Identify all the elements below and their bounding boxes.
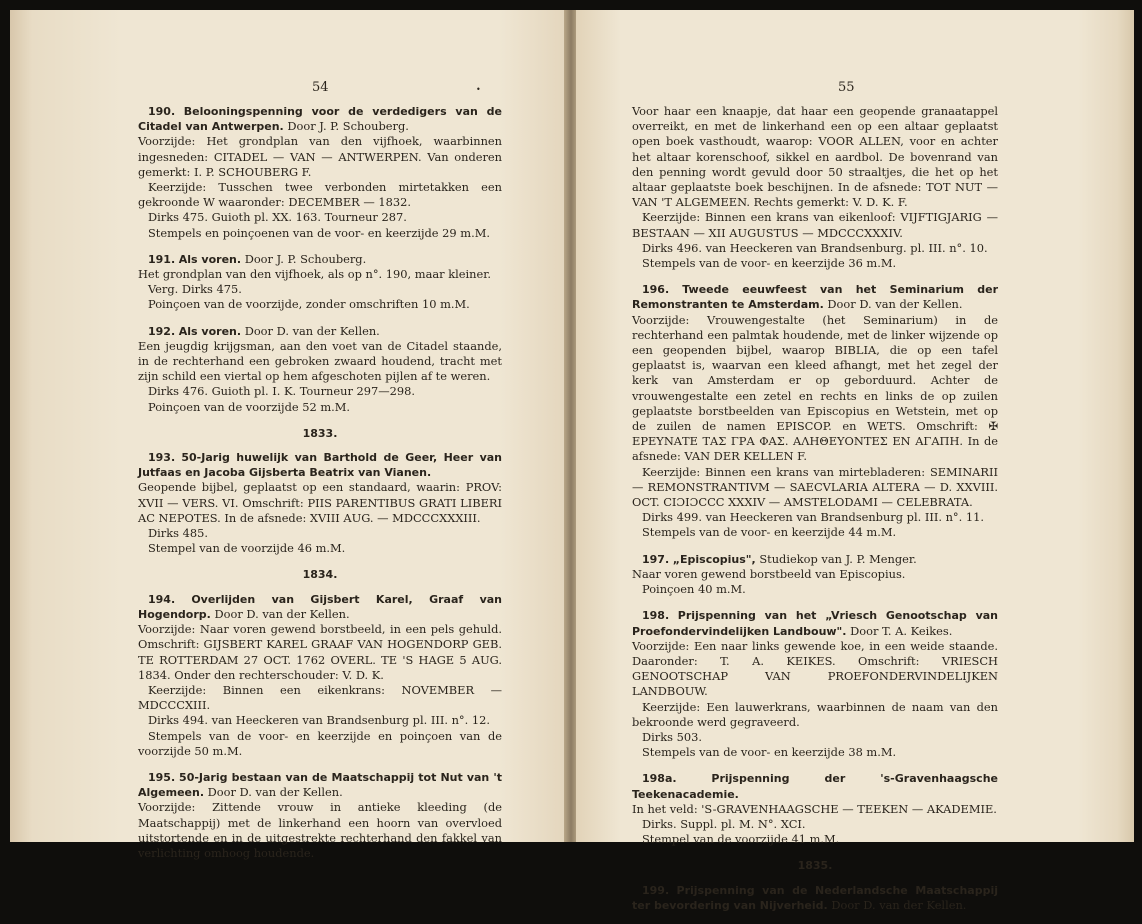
catalogue-entry — [138, 104, 502, 241]
entry-number: 197. — [642, 552, 670, 566]
entry-line: Geopende bijbel, geplaatst op een standaard, waarin: PROV: XVII — VERS. VI. Omschrift: PIIS PARENTIBUS GRATI LIBERI AC NEPOTES. In de afsnede: XVIII AUG. — MDCCCXXXIII. — [138, 480, 502, 525]
page-number-right: 55 — [838, 80, 855, 95]
entry-number: 190. — [148, 105, 176, 118]
entry-line: Stempel van de voorzijde 46 m.M. — [148, 541, 346, 556]
year-heading: 1833. — [302, 426, 338, 440]
entry-title: Prijspenning van het „Vriesch Genootschap van Proefondervindelijken Landbouw". — [632, 609, 999, 638]
entry-line: Keerzijde: Binnen een eikenkrans: NOVEMBER — MDCCCXIII. — [138, 682, 502, 713]
entry-line: Naar voren gewend borstbeeld van Episcopius. — [632, 566, 906, 581]
entry-line: Poinçoen 40 m.M. — [642, 582, 746, 597]
entry-line: Dirks. Suppl. pl. M. N°. XCI. — [642, 816, 806, 831]
entry-line: Stempels en poinçoenen van de voor- en keerzijde 29 m.M. — [148, 225, 490, 240]
entry-line: Stempels van de voor- en keerzijde 44 m.M. — [642, 525, 897, 540]
entry-heading — [632, 771, 998, 817]
entry-number: 199. — [642, 883, 670, 897]
entry-line: Voorzijde: Het grondplan van den vijfhoek, waarbinnen ingesneden: CITADEL — VAN — ANTWERPEN. Van onderen gemerkt: I. P. SCHOUBERG F. — [138, 134, 502, 179]
entry-author: Door D. van der Kellen. — [827, 297, 963, 312]
catalogue-entry — [632, 608, 998, 760]
entry-number: 194. — [148, 592, 176, 606]
entry-title: Als voren. — [178, 252, 242, 266]
catalogue-entry — [138, 450, 502, 556]
catalogue-entry — [138, 592, 502, 759]
entry-line: Poinçoen van de voorzijde 52 m.M. — [148, 399, 351, 414]
entry-author: Door D. van der Kellen. — [244, 323, 380, 338]
entry-heading — [138, 324, 502, 385]
entry-line: Voorzijde: Een naar links gewende koe, in een weide staande. Daaronder: T. A. KEIKES. Omschrift: VRIESCH GENOOTSCHAP VAN PROEFONDERVINDELIJKEN LANDBOUW. — [632, 638, 998, 699]
entry-title: 50-Jarig bestaan van de Maatschappij tot Nut van 't Algemeen. — [138, 770, 502, 800]
entry-author: Door J. P. Schouberg. — [287, 119, 409, 134]
entry-line: Keerzijde: Binnen een krans van mirtebladeren: SEMINARII — REMONSTRANTIVM — SAECVLARIA ALTERA — D. XXVIII. OCT. CIƆIƆCCC XXXIV — AMSTELODAMI — CELEBRATA. — [632, 464, 998, 510]
entry-author: Studiekop van J. P. Menger. — [759, 551, 917, 566]
entry-title: Tweede eeuwfeest van het Seminarium der Remonstranten te Amsterdam. — [632, 283, 998, 312]
entry-line: Stempels van de voor- en keerzijde en poinçoen van de voorzijde 50 m.M. — [138, 728, 502, 758]
entry-line: Keerzijde: Tusschen twee verbonden mirtetakken een gekroonde W waaronder: DECEMBER — 1832. — [138, 180, 502, 210]
entry-line: Dirks 503. — [642, 729, 702, 744]
entry-author: Door J. P. Schouberg. — [244, 251, 367, 266]
entry-line: Stempel van de voorzijde 41 m.M. — [642, 832, 840, 847]
entry-line: Dirks 475. Guioth pl. XX. 163. Tourneur 287. — [148, 210, 407, 225]
entry-line: Keerzijde: Een lauwerkrans, waarbinnen de naam van den bekroonde werd gegraveerd. — [632, 699, 998, 729]
entry-line: Dirks 496. van Heeckeren van Brandsenburg. pl. III. n°. 10. — [642, 240, 988, 255]
catalogue-entry — [138, 770, 502, 861]
catalogue-entry — [632, 282, 998, 540]
entry-line: Het grondplan van den vijfhoek, als op n°. 190, maar kleiner. — [138, 267, 492, 282]
entry-line: Poinçoen van de voorzijde, zonder omschriften 10 m.M. — [148, 297, 470, 312]
entry-title: Prijspenning van de Nederlandsche Maatschappij ter bevordering van Nijverheid. — [632, 883, 998, 912]
entry-line: Verg. Dirks 475. — [148, 282, 242, 297]
entry-title: Belooningspenning voor de verdedigers van de Citadel van Antwerpen. — [138, 105, 502, 134]
catalogue-entry — [632, 883, 998, 913]
right-page — [576, 10, 1134, 912]
entry-line: Dirks 485. — [148, 526, 208, 541]
catalogue-entry — [632, 104, 998, 271]
entry-title: 50-Jarig huwelijk van Barthold de Geer, Heer van Jutfaas en Jacoba Gijsberta Beatrix van Vianen. — [138, 451, 502, 480]
entry-line: Voor haar een knaapje, dat haar een geopende granaatappel overreikt, en met de linkerhand een op een altaar geplaatst open boek vasthoudt, waarop: VOOR ALLEN, voor en achter het altaar korenschoof, sikkel en aardbol. De bovenrand van den penning wordt gevuld door 50 straaltjes, die het op het altaar geplaatste boek beschijnen. In de afsnede: TOT NUT — VAN 'T ALGEMEEN. Rechts gemerkt: V. D. K. F. — [632, 104, 998, 210]
entry-heading — [632, 883, 998, 913]
entry-line: Voorzijde: Naar voren gewend borstbeeld, in een pels gehuld. Omschrift: GIJSBERT KAREL GRAAF VAN HOGENDORP GEB. TE ROTTERDAM 27 OCT. 1762 OVERL. TE 'S HAGE 5 AUG. 1834. Onder den rechterschouder: V. D. K. — [138, 622, 502, 682]
book-spread — [10, 10, 1134, 912]
entry-author: Door D. van der Kellen. — [214, 606, 350, 621]
entry-title: Overlijden van Gijsbert Karel, Graaf van Hogendorp. — [138, 592, 502, 621]
ink-speck: • — [476, 85, 481, 94]
catalogue-entry — [632, 771, 998, 847]
catalogue-entry — [138, 324, 502, 415]
entry-line: Stempels van de voor- en keerzijde 36 m.M. — [642, 256, 897, 271]
entry-number: 198a. — [642, 772, 677, 786]
entry-title: Als voren. — [178, 324, 242, 338]
left-page — [10, 10, 566, 860]
year-heading: 1834. — [302, 568, 338, 582]
entry-title: „Episcopius", — [672, 552, 756, 566]
entry-line: Een jeugdig krijgsman, aan den voet van de Citadel staande, in de rechterhand een gebroken zwaard houdend, tracht met zijn schild een viertal op hem afgeschoten pijlen af te weren. — [138, 338, 502, 384]
entry-number: 196. — [642, 283, 670, 297]
page-number-left: 54 — [312, 80, 329, 95]
entry-line: Stempels van de voor- en keerzijde 38 m.M. — [642, 745, 897, 760]
entry-number: 195. — [148, 770, 176, 784]
entry-heading — [138, 104, 502, 180]
left-page-text — [138, 104, 502, 872]
entry-line: Dirks 476. Guioth pl. I. K. Tourneur 297—298. — [148, 384, 416, 399]
entry-number: 191. — [148, 252, 176, 266]
entry-line: In het veld: 'S-GRAVENHAAGSCHE — TEEKEN — AKADEMIE. — [632, 801, 997, 816]
entry-author: Door D. van der Kellen. — [207, 785, 343, 800]
entry-number: 192. — [148, 324, 176, 338]
entry-number: 198. — [642, 609, 670, 623]
entry-heading — [632, 552, 998, 582]
entry-line: Voorzijde: Vrouwengestalte (het Seminarium) in de rechterhand een palmtak houdende, met de linker wijzende op een geopenden bijbel, waarop BIBLIA, die op een tafel geplaatst is, waarvan een kleed afhangt, met het zegel der kerk van Amsterdam er op geborduurd. Achter de vrouwengestalte een zetel en rechts en links de op zuilen geplaatste borstbeelden van Episcopius en Wetstein, met op de zuilen de namen EPISCOP. en WETS. Omschrift: ✠ ΕΡΕΥΝΑΤΕ ΤΑΣ ΓΡΑ ΦΑΣ. ΑΛΗΘΕΥΟΝΤΕΣ ΕΝ ΑΓΑΠΗ. In de afsnede: VAN DER KELLEN F. — [632, 312, 998, 464]
entry-author: Door D. van der Kellen. — [831, 897, 967, 912]
entry-line: Keerzijde: Binnen een krans van eikenloof: VIJFTIGJARIG — BESTAAN — XII AUGUSTUS — MDCCCXXXIV. — [632, 210, 998, 240]
catalogue-entry — [138, 252, 502, 313]
entry-heading — [632, 282, 998, 464]
entry-heading — [138, 450, 502, 526]
entry-heading — [138, 592, 502, 683]
entry-title: Prijspenning der 's-Gravenhaagsche Teekenacademie. — [632, 772, 998, 801]
entry-author: Door T. A. Keikes. — [850, 623, 953, 638]
right-page-text — [632, 104, 998, 924]
catalogue-entry — [632, 552, 998, 598]
entry-heading — [632, 608, 998, 699]
entry-heading — [138, 252, 502, 282]
entry-number: 193. — [148, 451, 176, 465]
entry-line: Voorzijde: Zittende vrouw in antieke kleeding (de Maatschappij) met de linkerhand een hoorn van overvloed uitstortende en in de uitgestrekte rechterhand den fakkel van verlichting omhoog houdende. — [138, 800, 502, 860]
entry-line: Dirks 499. van Heeckeren van Brandsenburg pl. III. n°. 11. — [642, 510, 984, 525]
entry-line: Dirks 494. van Heeckeren van Brandsenburg pl. III. n°. 12. — [148, 713, 490, 728]
entry-heading — [138, 770, 502, 861]
year-heading: 1835. — [797, 859, 833, 873]
